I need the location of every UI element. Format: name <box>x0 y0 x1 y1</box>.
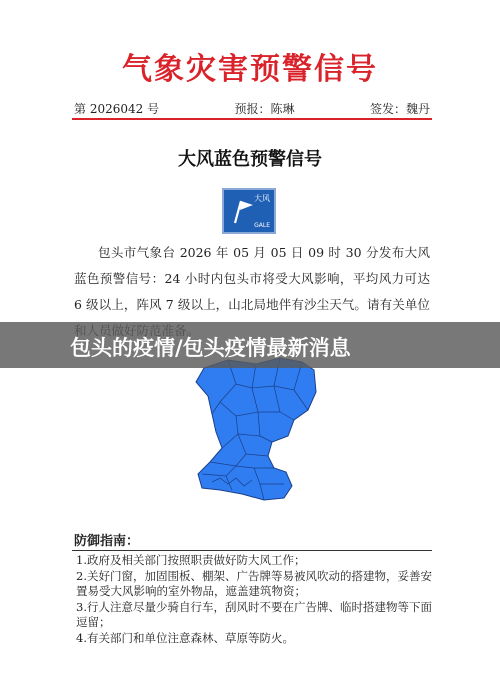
forecaster-label: 预报：陈琳 <box>234 102 295 116</box>
banner-headline: 包头的疫情/包头疫情最新消息 <box>70 336 351 360</box>
warning-body-text: 包头市气象台 2026 年 05 月 05 日 09 时 30 分发布大风蓝色预警信号：24 小时内包头市将受大风影响，平均风力可达 6 级以上，阵风 7 级以上，山北局地伴有沙尘天气。请有关单位 <box>74 245 430 312</box>
gale-blue-warning-icon <box>222 188 276 234</box>
document-meta <box>74 100 430 117</box>
guide-item: 4.有关部门和单位注意森林、草原等防火。 <box>76 631 294 645</box>
guide-list <box>76 553 432 647</box>
guide-item: 2.关好门窗，加固围板、棚架、广告牌等易被风吹动的搭建物，妥善安置易受大风影响的室外物品，遮盖建筑物资； <box>76 569 432 598</box>
map-region-outline <box>196 358 316 500</box>
guide-item: 3.行人注意尽量少骑自行车，刮风时不要在广告牌、临时搭建物等下面逗留； <box>76 600 432 629</box>
document-title: 气象灾害预警信号 <box>122 52 378 87</box>
icon-cn-label: 大风 <box>254 194 270 203</box>
guide-heading: 防御指南： <box>74 534 140 549</box>
overlay-banner <box>0 322 500 368</box>
icon-en-label: GALE <box>254 222 270 229</box>
header-divider <box>72 118 432 120</box>
document-number: 第 2026042 号 <box>74 102 160 116</box>
guide-divider <box>72 550 432 551</box>
signal-title: 大风蓝色预警信号 <box>178 149 322 170</box>
baotou-district-map <box>176 350 336 525</box>
issuer-label: 签发：魏丹 <box>369 102 430 116</box>
guide-item: 1.政府及相关部门按照职责做好防大风工作； <box>76 553 306 567</box>
